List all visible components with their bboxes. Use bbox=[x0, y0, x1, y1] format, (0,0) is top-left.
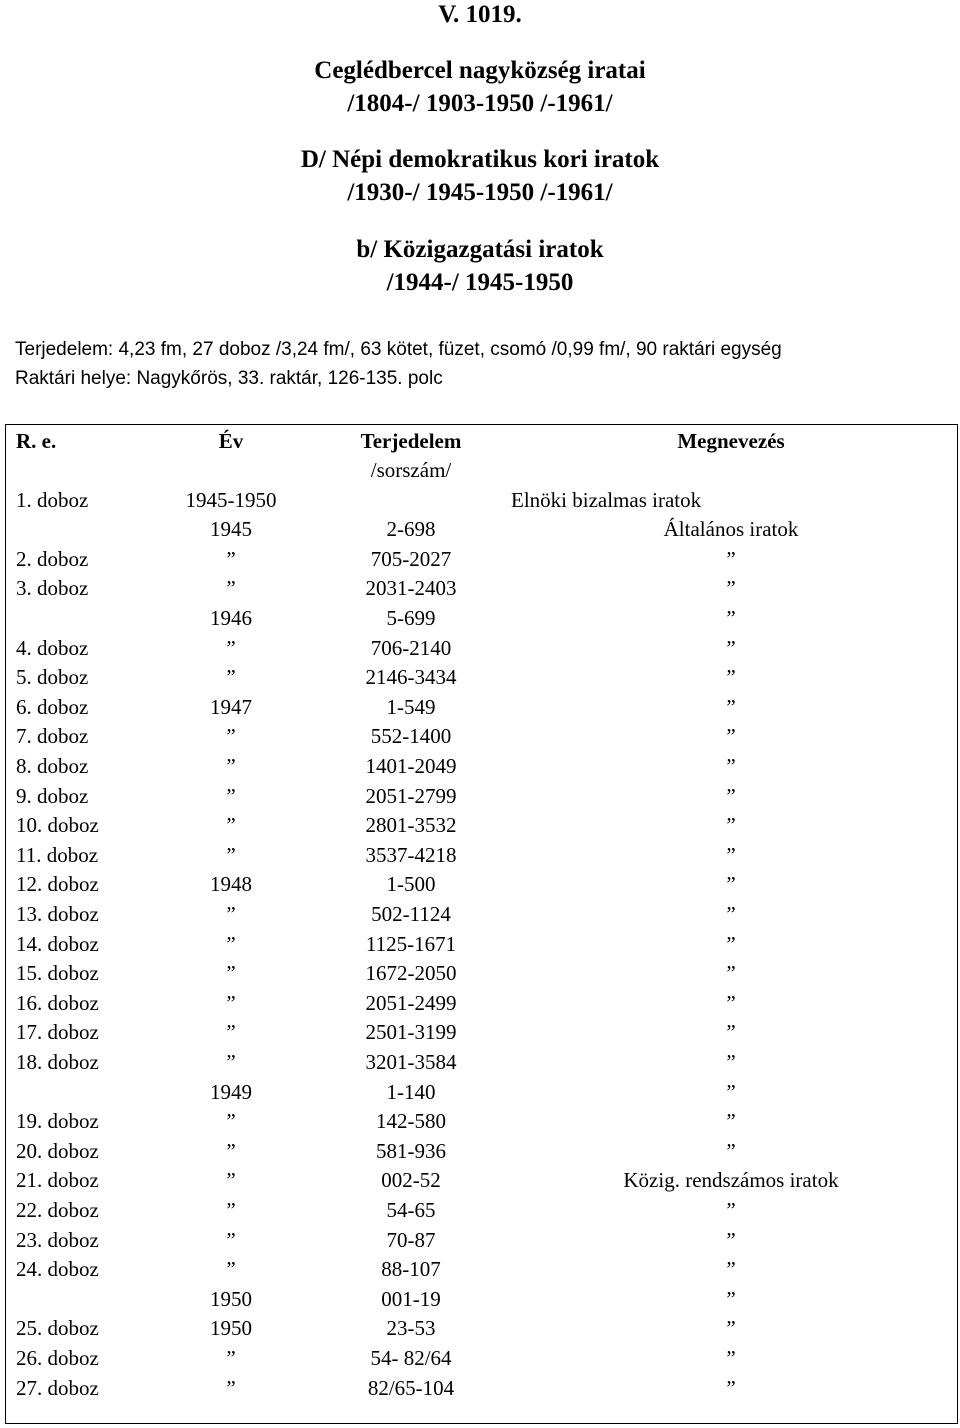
cell-terjedelem: 142-580 bbox=[376, 1109, 446, 1134]
cell-re: 6. doboz bbox=[16, 694, 89, 719]
cell-re: 10. doboz bbox=[16, 813, 99, 838]
cell-megnevezes: ” bbox=[726, 813, 736, 838]
table-row bbox=[6, 1018, 957, 1048]
cell-megnevezes: ” bbox=[726, 605, 736, 630]
cell-ev: ” bbox=[226, 1168, 236, 1193]
cell-terjedelem: 2146-3434 bbox=[365, 665, 457, 690]
cell-ev: ” bbox=[226, 813, 236, 838]
cell-megnevezes: ” bbox=[726, 1375, 736, 1400]
header-ev: Év bbox=[218, 429, 244, 453]
cell-megnevezes: ” bbox=[726, 1109, 736, 1134]
table-row bbox=[6, 930, 957, 960]
cell-terjedelem: 3537-4218 bbox=[365, 842, 457, 867]
cell-megnevezes: ” bbox=[726, 576, 736, 601]
cell-megnevezes: ” bbox=[726, 1138, 736, 1163]
cell-re: 4. doboz bbox=[16, 635, 89, 660]
cell-ev: 1949 bbox=[210, 1079, 252, 1104]
table-row bbox=[6, 486, 957, 516]
table-row bbox=[6, 989, 957, 1019]
cell-terjedelem: 001-19 bbox=[381, 1286, 441, 1311]
table-row bbox=[6, 634, 957, 664]
table-row bbox=[6, 1374, 957, 1404]
cell-ev: ” bbox=[226, 753, 236, 778]
cell-re: 19. doboz bbox=[16, 1109, 99, 1134]
cell-re: 9. doboz bbox=[16, 783, 89, 808]
table-row bbox=[6, 663, 957, 693]
header-terjedelem: Terjedelem bbox=[360, 429, 462, 453]
cell-ev: 1945 bbox=[210, 517, 252, 542]
cell-terjedelem: 3201-3584 bbox=[365, 1049, 457, 1074]
cell-terjedelem: 1125-1671 bbox=[365, 931, 457, 956]
table-row bbox=[6, 1196, 957, 1226]
table-row bbox=[6, 574, 957, 604]
cell-megnevezes: ” bbox=[726, 901, 736, 926]
cell-terjedelem: 706-2140 bbox=[370, 635, 452, 660]
cell-re: 18. doboz bbox=[16, 1049, 99, 1074]
table-row bbox=[6, 841, 957, 871]
cell-terjedelem: 1-549 bbox=[386, 694, 436, 719]
cell-ev: ” bbox=[226, 1257, 236, 1282]
cell-terjedelem: 502-1124 bbox=[371, 901, 451, 926]
cell-re: 15. doboz bbox=[16, 961, 99, 986]
cell-terjedelem: 54-65 bbox=[386, 1197, 436, 1222]
header-re: R. e. bbox=[16, 429, 57, 453]
cell-ev: ” bbox=[226, 1375, 236, 1400]
table-row bbox=[6, 782, 957, 812]
table-row bbox=[6, 1048, 957, 1078]
table-body bbox=[6, 425, 957, 1423]
cell-terjedelem: 581-936 bbox=[376, 1138, 446, 1163]
cell-megnevezes: Közig. rendszámos iratok bbox=[623, 1168, 839, 1193]
cell-megnevezes: ” bbox=[726, 1020, 736, 1045]
header-megnevezes: Megnevezés bbox=[677, 429, 785, 453]
cell-terjedelem: 1401-2049 bbox=[365, 753, 457, 778]
table-row bbox=[6, 959, 957, 989]
extent-line: Terjedelem: 4,23 fm, 27 doboz /3,24 fm/, 63 kötet, füzet, csomó /0,99 fm/, 90 raktári egység bbox=[15, 339, 782, 360]
cell-re: 20. doboz bbox=[16, 1138, 99, 1163]
table-row bbox=[6, 1344, 957, 1374]
cell-megnevezes: Elnöki bizalmas iratok bbox=[511, 487, 702, 512]
cell-terjedelem: 2031-2403 bbox=[365, 576, 457, 601]
cell-re: 8. doboz bbox=[16, 753, 89, 778]
cell-ev: ” bbox=[226, 961, 236, 986]
cell-re: 7. doboz bbox=[16, 724, 89, 749]
document-title: Ceglédbercel nagyközség iratai bbox=[314, 57, 646, 84]
cell-megnevezes: ” bbox=[726, 1227, 736, 1252]
cell-terjedelem: 552-1400 bbox=[370, 724, 452, 749]
cell-terjedelem: 1-500 bbox=[386, 872, 436, 897]
cell-ev: ” bbox=[226, 546, 236, 571]
cell-re: 14. doboz bbox=[16, 931, 99, 956]
cell-megnevezes: ” bbox=[726, 1079, 736, 1104]
cell-terjedelem: 70-87 bbox=[386, 1227, 436, 1252]
table-row bbox=[6, 1107, 957, 1137]
cell-terjedelem: 54- 82/64 bbox=[370, 1345, 452, 1370]
cell-terjedelem: 705-2027 bbox=[370, 546, 452, 571]
table-row bbox=[6, 900, 957, 930]
cell-ev: ” bbox=[226, 931, 236, 956]
cell-re: 21. doboz bbox=[16, 1168, 99, 1193]
cell-terjedelem: 2501-3199 bbox=[365, 1020, 457, 1045]
cell-ev: ” bbox=[226, 665, 236, 690]
cell-ev: 1947 bbox=[210, 694, 252, 719]
cell-megnevezes: ” bbox=[726, 1316, 736, 1341]
cell-megnevezes: ” bbox=[726, 665, 736, 690]
cell-megnevezes: ” bbox=[726, 724, 736, 749]
cell-re: 1. doboz bbox=[16, 487, 89, 512]
table-row bbox=[6, 870, 957, 900]
cell-megnevezes: ” bbox=[726, 753, 736, 778]
cell-ev: ” bbox=[226, 842, 236, 867]
cell-re: 17. doboz bbox=[16, 1020, 99, 1045]
subsection-dates: /1944-/ 1945-1950 bbox=[386, 269, 574, 296]
table-row bbox=[6, 515, 957, 545]
cell-megnevezes: ” bbox=[726, 872, 736, 897]
cell-re: 11. doboz bbox=[16, 842, 99, 867]
table-row bbox=[6, 752, 957, 782]
table-row bbox=[6, 693, 957, 723]
cell-re: 12. doboz bbox=[16, 872, 99, 897]
cell-terjedelem: 23-53 bbox=[386, 1316, 436, 1341]
table-row bbox=[6, 722, 957, 752]
table-row bbox=[6, 1255, 957, 1285]
cell-terjedelem: 1672-2050 bbox=[365, 961, 457, 986]
cell-megnevezes: ” bbox=[726, 546, 736, 571]
cell-terjedelem: 2051-2499 bbox=[365, 990, 457, 1015]
cell-megnevezes: ” bbox=[726, 931, 736, 956]
cell-terjedelem: 1-140 bbox=[386, 1079, 436, 1104]
section-title: D/ Népi demokratikus kori iratok bbox=[300, 146, 660, 173]
subsection-title: b/ Közigazgatási iratok bbox=[356, 236, 604, 263]
document-ref: V. 1019. bbox=[438, 1, 522, 28]
cell-ev: ” bbox=[226, 1345, 236, 1370]
cell-ev: ” bbox=[226, 635, 236, 660]
cell-megnevezes: ” bbox=[726, 635, 736, 660]
cell-megnevezes: ” bbox=[726, 1197, 736, 1222]
cell-terjedelem: 5-699 bbox=[386, 605, 436, 630]
cell-ev: ” bbox=[226, 1049, 236, 1074]
location-line: Raktári helye: Nagykőrös, 33. raktár, 126-135. polc bbox=[15, 368, 443, 389]
cell-ev: ” bbox=[226, 783, 236, 808]
table-row bbox=[6, 604, 957, 634]
cell-ev: ” bbox=[226, 576, 236, 601]
inventory-table bbox=[5, 424, 958, 1424]
cell-megnevezes: ” bbox=[726, 1257, 736, 1282]
cell-ev: ” bbox=[226, 1020, 236, 1045]
cell-re: 3. doboz bbox=[16, 576, 89, 601]
section-dates: /1930-/ 1945-1950 /-1961/ bbox=[347, 179, 613, 206]
cell-ev: 1948 bbox=[210, 872, 252, 897]
table-row bbox=[6, 1314, 957, 1344]
table-row bbox=[6, 1166, 957, 1196]
cell-re: 23. doboz bbox=[16, 1227, 99, 1252]
cell-re: 13. doboz bbox=[16, 901, 99, 926]
cell-re: 25. doboz bbox=[16, 1316, 99, 1341]
cell-re: 2. doboz bbox=[16, 546, 89, 571]
cell-megnevezes: ” bbox=[726, 990, 736, 1015]
cell-ev: ” bbox=[226, 1227, 236, 1252]
document-title-dates: /1804-/ 1903-1950 /-1961/ bbox=[347, 90, 613, 117]
cell-megnevezes: ” bbox=[726, 842, 736, 867]
cell-terjedelem: 82/65-104 bbox=[367, 1375, 455, 1400]
header-sorszam: /sorszám/ bbox=[370, 458, 452, 482]
cell-ev: 1950 bbox=[210, 1286, 252, 1311]
cell-megnevezes: ” bbox=[726, 1286, 736, 1311]
cell-re: 24. doboz bbox=[16, 1257, 99, 1282]
cell-megnevezes: ” bbox=[726, 783, 736, 808]
table-row bbox=[6, 1285, 957, 1315]
cell-terjedelem: 002-52 bbox=[381, 1168, 441, 1193]
cell-terjedelem: 2051-2799 bbox=[365, 783, 457, 808]
table-row bbox=[6, 1226, 957, 1256]
table-row bbox=[6, 811, 957, 841]
cell-megnevezes: ” bbox=[726, 1345, 736, 1370]
cell-re: 27. doboz bbox=[16, 1375, 99, 1400]
cell-re: 5. doboz bbox=[16, 665, 89, 690]
cell-re: 16. doboz bbox=[16, 990, 99, 1015]
cell-ev: ” bbox=[226, 724, 236, 749]
cell-ev: ” bbox=[226, 1197, 236, 1222]
cell-ev: ” bbox=[226, 1138, 236, 1163]
table-row bbox=[6, 1137, 957, 1167]
cell-ev: 1945-1950 bbox=[185, 487, 277, 512]
cell-ev: ” bbox=[226, 1109, 236, 1134]
cell-ev: ” bbox=[226, 990, 236, 1015]
cell-re: 22. doboz bbox=[16, 1197, 99, 1222]
cell-megnevezes: ” bbox=[726, 694, 736, 719]
cell-megnevezes: ” bbox=[726, 1049, 736, 1074]
cell-re: 26. doboz bbox=[16, 1345, 99, 1370]
table-row bbox=[6, 545, 957, 575]
cell-ev: 1950 bbox=[210, 1316, 252, 1341]
cell-terjedelem: 88-107 bbox=[381, 1257, 441, 1282]
cell-ev: 1946 bbox=[210, 605, 252, 630]
cell-ev: ” bbox=[226, 901, 236, 926]
cell-megnevezes: Általános iratok bbox=[663, 517, 799, 542]
cell-terjedelem: 2-698 bbox=[386, 517, 436, 542]
cell-terjedelem: 2801-3532 bbox=[365, 813, 457, 838]
cell-megnevezes: ” bbox=[726, 961, 736, 986]
table-row bbox=[6, 1078, 957, 1108]
